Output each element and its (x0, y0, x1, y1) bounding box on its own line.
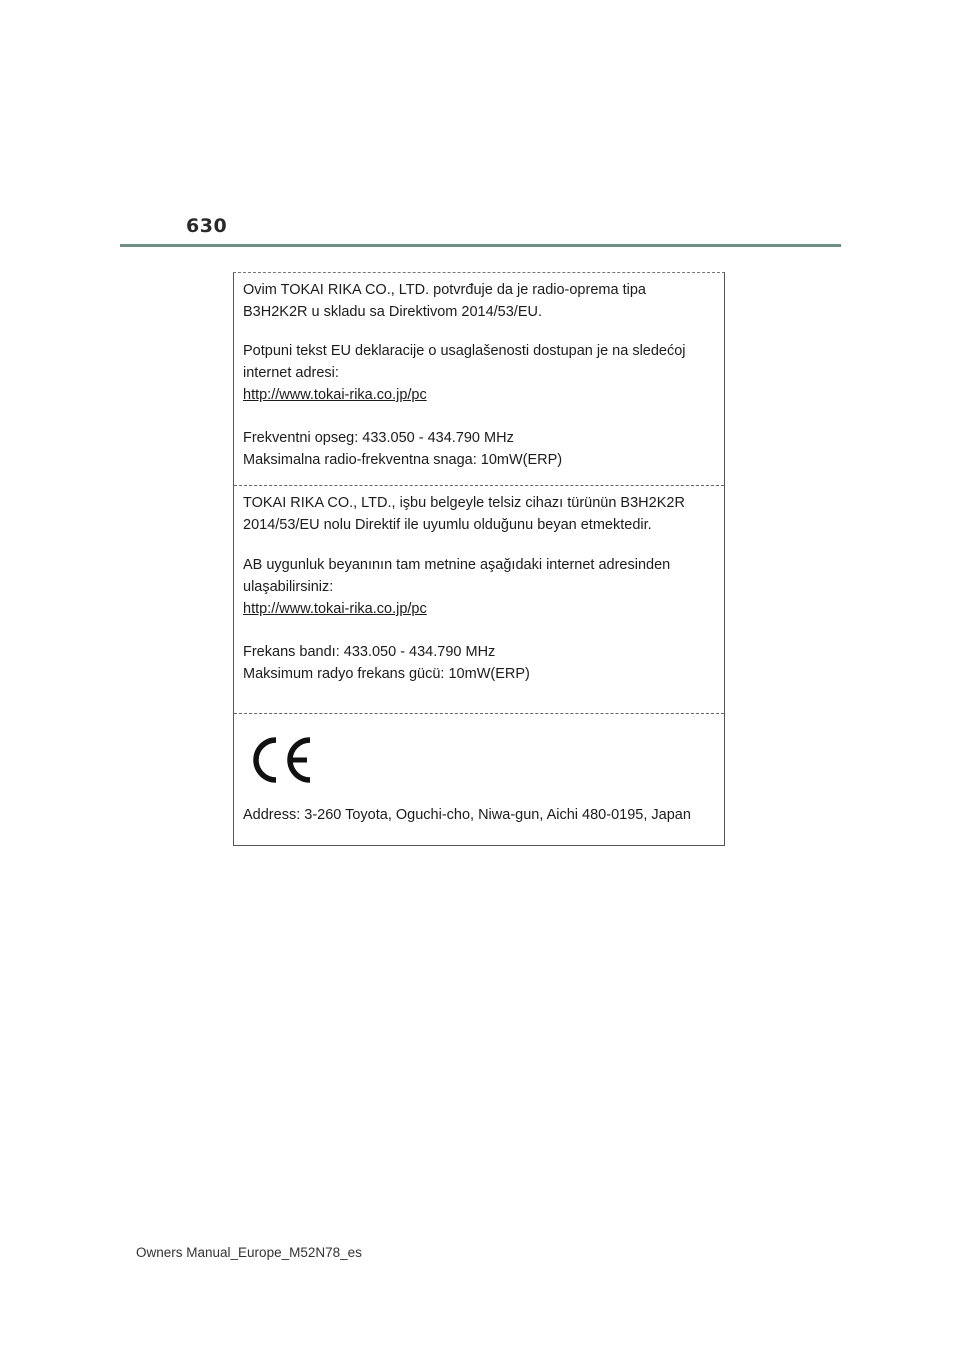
turkish-frequency: Frekans bandı: 433.050 - 434.790 MHz (243, 644, 496, 660)
serbian-line-2: B3H2K2R u skladu sa Direktivom 2014/53/EU. (243, 304, 543, 320)
ce-section (234, 714, 724, 846)
serbian-power: Maksimalna radio-frekventna snaga: 10mW(ERP) (243, 452, 563, 468)
serbian-line-4: internet adresi: (243, 365, 339, 381)
ce-mark-icon (252, 736, 314, 784)
declaration-box (233, 272, 725, 846)
turkish-power: Maksimum radyo frekans gücü: 10mW(ERP) (243, 666, 530, 682)
turkish-line-3: AB uygunluk beyanının tam metnine aşağıdaki internet adresinden (243, 557, 671, 573)
turkish-line-1: TOKAI RIKA CO., LTD., işbu belgeyle telsiz cihazı türünün B3H2K2R (243, 495, 685, 511)
turkish-declaration (234, 486, 724, 714)
manufacturer-address: Address: 3-260 Toyota, Oguchi-cho, Niwa-gun, Aichi 480-0195, Japan (243, 807, 691, 823)
header-rule (120, 244, 841, 247)
serbian-line-1: Ovim TOKAI RIKA CO., LTD. potvrđuje da je radio-oprema tipa (243, 282, 646, 298)
serbian-link[interactable]: http://www.tokai-rika.co.jp/pc (243, 387, 427, 403)
page-footer: Owners Manual_Europe_M52N78_es (136, 1245, 362, 1260)
turkish-link[interactable]: http://www.tokai-rika.co.jp/pc (243, 601, 427, 617)
serbian-frequency: Frekventni opseg: 433.050 - 434.790 MHz (243, 430, 514, 446)
page-number: 630 (186, 215, 228, 237)
serbian-declaration (234, 273, 724, 485)
serbian-line-3: Potpuni tekst EU deklaracije o usaglašenosti dostupan je na sledećoj (243, 343, 686, 359)
turkish-line-4: ulaşabilirsiniz: (243, 579, 334, 595)
turkish-line-2: 2014/53/EU nolu Direktif ile uyumlu olduğunu beyan etmektedir. (243, 517, 652, 533)
